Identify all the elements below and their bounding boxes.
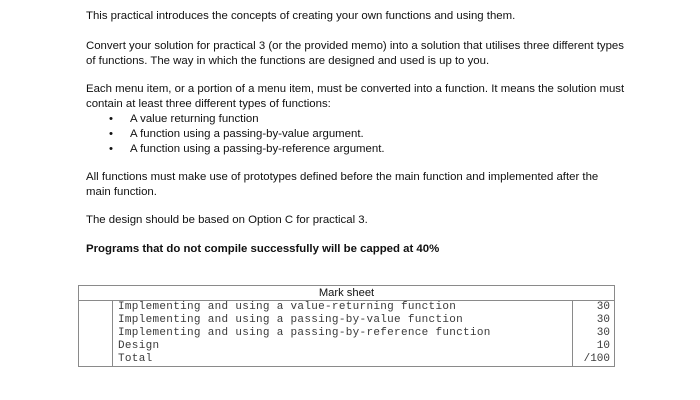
list-item-text: A function using a passing-by-reference argument. bbox=[130, 143, 385, 155]
mark-value: 30 bbox=[573, 314, 615, 327]
prototypes-paragraph: All functions must make use of prototypes defined before the main function and implemented after the main function. bbox=[86, 171, 599, 198]
mark-item: Implementing and using a passing-by-reference function bbox=[113, 327, 573, 340]
table-row bbox=[79, 353, 615, 367]
mark-item: Total bbox=[113, 353, 573, 367]
bullet-icon: • bbox=[109, 143, 113, 155]
design-paragraph: The design should be based on Option C for practical 3. bbox=[86, 214, 368, 226]
list-item-text: A value returning function bbox=[130, 113, 259, 125]
table-row bbox=[79, 314, 615, 327]
list-item bbox=[86, 112, 606, 127]
list-item bbox=[86, 142, 606, 157]
mark-value: 30 bbox=[573, 301, 615, 315]
list-item-text: A function using a passing-by-value argument. bbox=[130, 128, 364, 140]
mark-sheet-table bbox=[78, 285, 615, 367]
mark-item: Implementing and using a value-returning function bbox=[113, 301, 573, 315]
list-item bbox=[86, 127, 606, 142]
bullet-icon: • bbox=[109, 113, 113, 125]
mark-value: /100 bbox=[573, 353, 615, 367]
table-row bbox=[79, 301, 615, 315]
table-row bbox=[79, 340, 615, 353]
bullet-icon: • bbox=[109, 128, 113, 140]
warning-paragraph: Programs that do not compile successfully will be capped at 40% bbox=[86, 243, 440, 255]
convert-paragraph: Convert your solution for practical 3 (or the provided memo) into a solution that utilises three different types of functions. The way in which the functions are designed and used is up to you. bbox=[86, 40, 624, 67]
table-row bbox=[79, 327, 615, 340]
intro-paragraph: This practical introduces the concepts of creating your own functions and using them. bbox=[86, 10, 516, 22]
mark-item: Implementing and using a passing-by-value function bbox=[113, 314, 573, 327]
function-types-list bbox=[86, 112, 606, 157]
mark-item: Design bbox=[113, 340, 573, 353]
mark-value: 30 bbox=[573, 327, 615, 340]
mark-value: 10 bbox=[573, 340, 615, 353]
mark-sheet-title: Mark sheet bbox=[79, 286, 615, 301]
menu-paragraph: Each menu item, or a portion of a menu item, must be converted into a function. It means the solution must contain at least three different types of functions: bbox=[86, 83, 625, 110]
